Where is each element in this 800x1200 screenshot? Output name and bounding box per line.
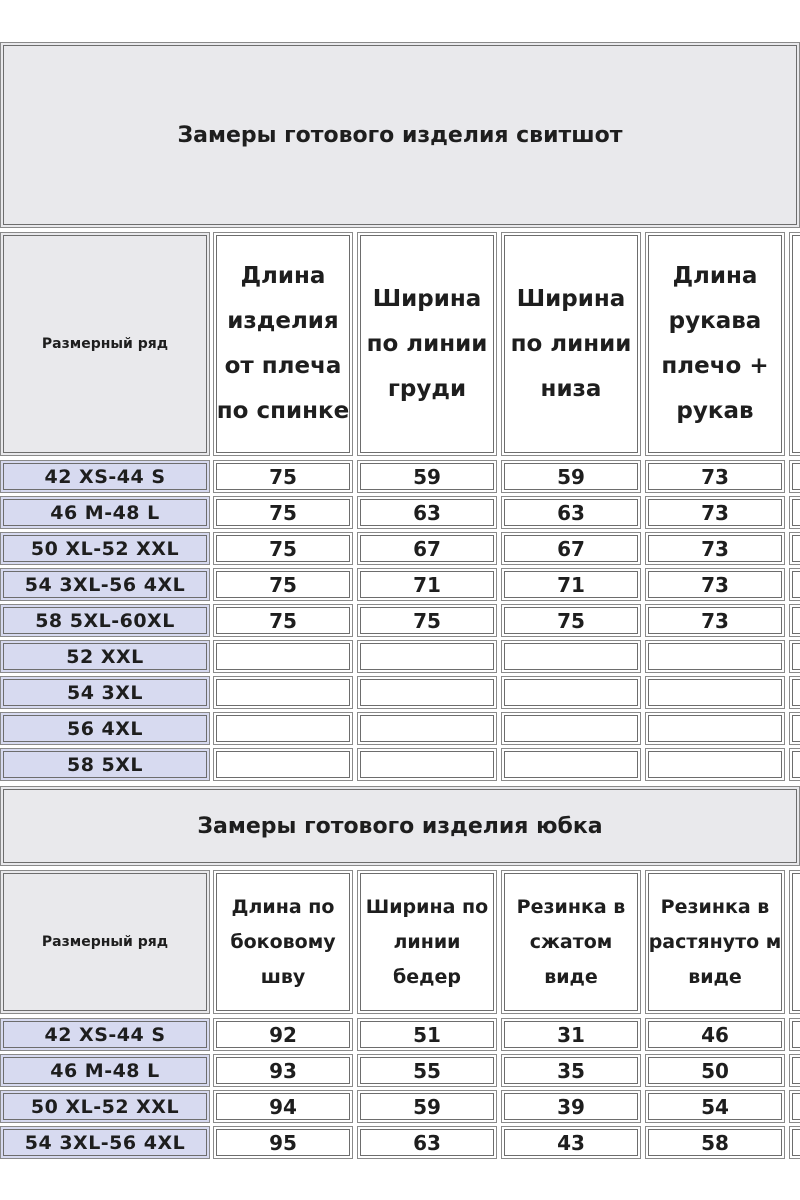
sweatshirt-col-header: Длина изделия от плеча по спинке <box>213 232 353 456</box>
measure-cell: 73 <box>645 496 785 529</box>
measure-cell: 75 <box>213 460 353 493</box>
measure-cell <box>645 676 785 709</box>
measure-cell <box>357 676 497 709</box>
measure-cell <box>357 712 497 745</box>
measure-cell: 95 <box>213 1126 353 1159</box>
measure-cell: 73 <box>645 460 785 493</box>
size-label: 58 5XL-60XL <box>0 604 210 637</box>
size-label: 42 XS-44 S <box>0 460 210 493</box>
measure-cell <box>501 640 641 673</box>
size-label: 58 5XL <box>0 748 210 781</box>
measure-cell <box>501 712 641 745</box>
measure-cell <box>213 676 353 709</box>
size-label: 52 XXL <box>0 640 210 673</box>
size-label: 42 XS-44 S <box>0 1018 210 1051</box>
measure-cell: 50 <box>645 1054 785 1087</box>
size-label: 54 3XL <box>0 676 210 709</box>
cut-cell <box>789 640 800 673</box>
size-label: 46 M-48 L <box>0 1054 210 1087</box>
measure-cell: 54 <box>645 1090 785 1123</box>
sweatshirt-title: Замеры готового изделия свитшот <box>0 42 800 228</box>
cut-cell <box>789 532 800 565</box>
cut-cell <box>789 712 800 745</box>
measure-cell: 75 <box>213 568 353 601</box>
measure-cell: 75 <box>213 604 353 637</box>
skirt-col-header: Длина по боковому шву <box>213 870 353 1014</box>
cut-cell <box>789 460 800 493</box>
skirt-title: Замеры готового изделия юбка <box>0 786 800 866</box>
sweatshirt-row-header: Размерный ряд <box>0 232 210 456</box>
measure-cell: 73 <box>645 568 785 601</box>
measure-cell: 31 <box>501 1018 641 1051</box>
cut-cell <box>789 1054 800 1087</box>
measure-cell: 35 <box>501 1054 641 1087</box>
cut-cell <box>789 1126 800 1159</box>
sweatshirt-col-header: Длина рукава плечо + рукав <box>645 232 785 456</box>
cut-cell <box>789 676 800 709</box>
measure-cell: 93 <box>213 1054 353 1087</box>
measure-cell: 75 <box>213 532 353 565</box>
size-label: 56 4XL <box>0 712 210 745</box>
measure-cell <box>213 748 353 781</box>
sweatshirt-col-header: Ширина по линии груди <box>357 232 497 456</box>
cut-cell <box>789 568 800 601</box>
measure-cell: 43 <box>501 1126 641 1159</box>
cut-cell <box>789 748 800 781</box>
measure-cell: 59 <box>501 460 641 493</box>
sweatshirt-col-header-cut <box>789 232 800 456</box>
measure-cell <box>213 712 353 745</box>
measure-cell: 75 <box>501 604 641 637</box>
measure-cell: 63 <box>357 1126 497 1159</box>
size-label: 54 3XL-56 4XL <box>0 1126 210 1159</box>
measure-cell: 71 <box>501 568 641 601</box>
cut-cell <box>789 604 800 637</box>
skirt-col-header: Резинка в сжатом виде <box>501 870 641 1014</box>
measure-cell: 71 <box>357 568 497 601</box>
measure-cell: 67 <box>501 532 641 565</box>
measure-cell: 75 <box>213 496 353 529</box>
measure-cell: 63 <box>501 496 641 529</box>
size-label: 50 XL-52 XXL <box>0 1090 210 1123</box>
measure-cell: 73 <box>645 604 785 637</box>
size-label: 46 M-48 L <box>0 496 210 529</box>
size-label: 54 3XL-56 4XL <box>0 568 210 601</box>
measure-cell: 59 <box>357 1090 497 1123</box>
measure-cell <box>645 712 785 745</box>
measure-cell: 63 <box>357 496 497 529</box>
cut-cell <box>789 1018 800 1051</box>
measure-cell <box>645 748 785 781</box>
measure-cell: 94 <box>213 1090 353 1123</box>
skirt-col-header: Резинка в растянуто м виде <box>645 870 785 1014</box>
sweatshirt-col-header: Ширина по линии низа <box>501 232 641 456</box>
measure-cell <box>501 748 641 781</box>
skirt-row-header: Размерный ряд <box>0 870 210 1014</box>
measure-cell: 58 <box>645 1126 785 1159</box>
cut-cell <box>789 496 800 529</box>
measure-cell: 73 <box>645 532 785 565</box>
measure-cell <box>645 640 785 673</box>
measure-cell: 46 <box>645 1018 785 1051</box>
measure-cell <box>501 676 641 709</box>
measure-cell: 39 <box>501 1090 641 1123</box>
measure-cell <box>213 640 353 673</box>
measure-cell: 67 <box>357 532 497 565</box>
measure-cell: 75 <box>357 604 497 637</box>
measure-cell: 92 <box>213 1018 353 1051</box>
skirt-col-header-cut <box>789 870 800 1014</box>
size-label: 50 XL-52 XXL <box>0 532 210 565</box>
cut-cell <box>789 1090 800 1123</box>
skirt-col-header: Ширина по линии бедер <box>357 870 497 1014</box>
measure-cell <box>357 640 497 673</box>
measure-cell <box>357 748 497 781</box>
measure-cell: 59 <box>357 460 497 493</box>
measure-cell: 55 <box>357 1054 497 1087</box>
measure-cell: 51 <box>357 1018 497 1051</box>
